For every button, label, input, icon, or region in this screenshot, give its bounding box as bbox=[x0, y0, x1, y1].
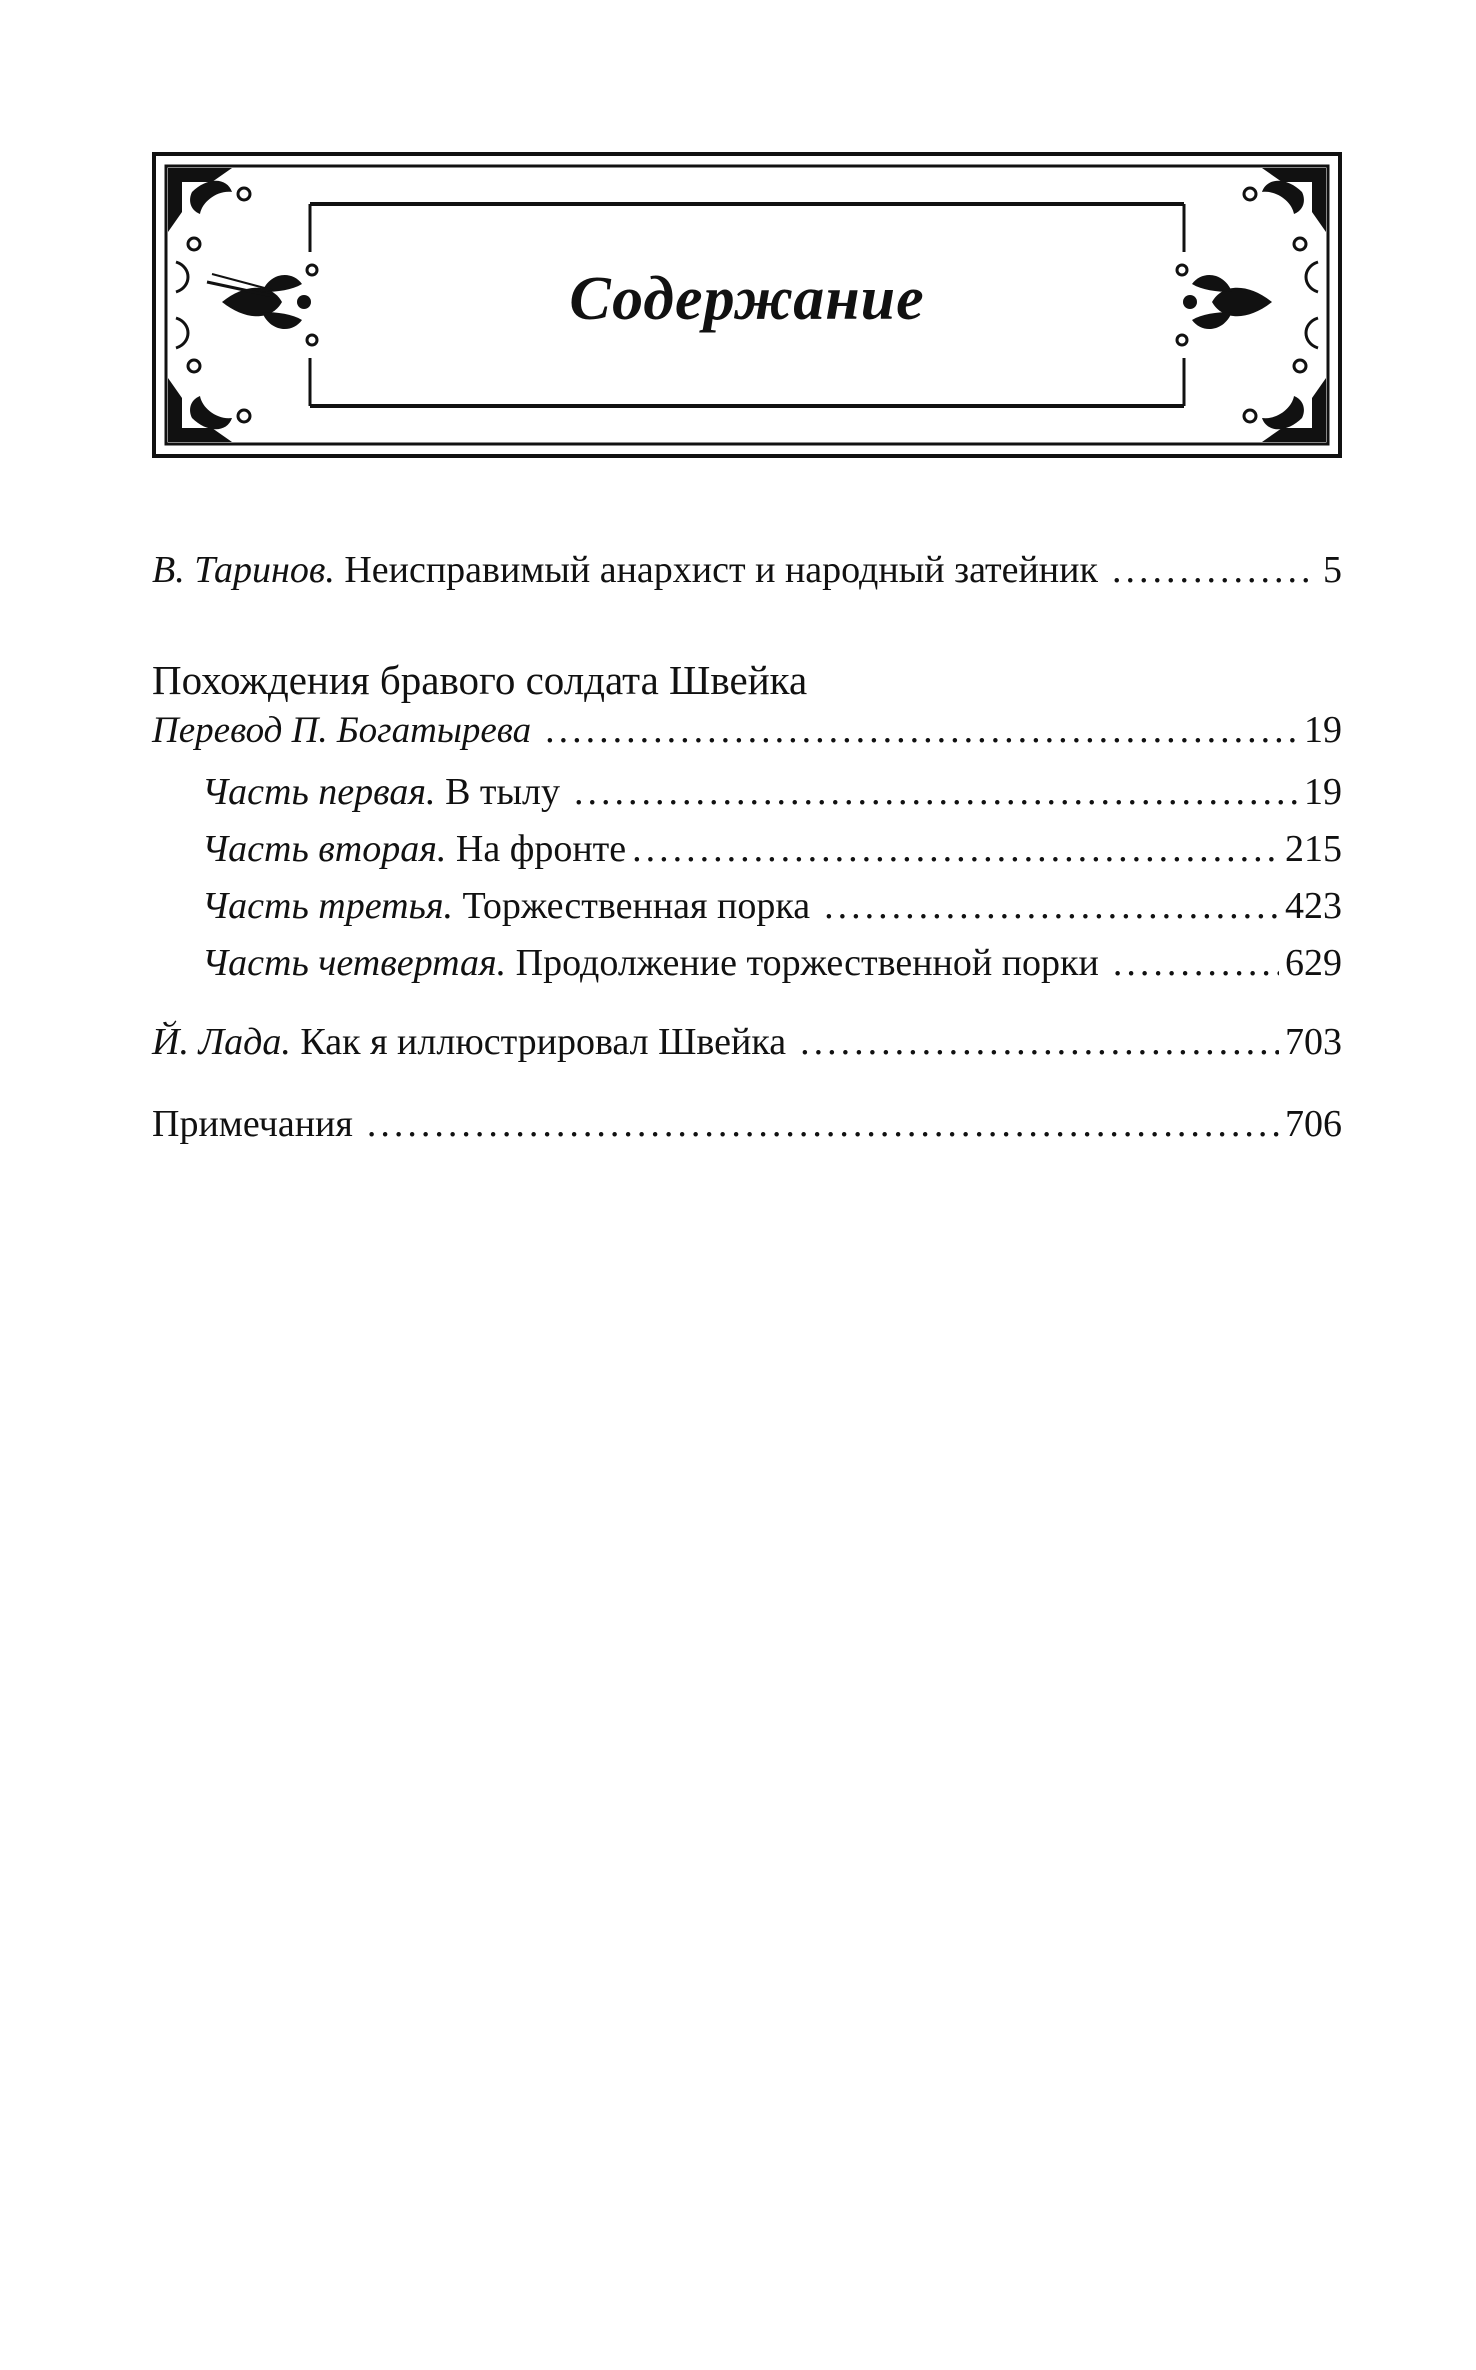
toc-entry-part-1[interactable] bbox=[152, 770, 1342, 827]
toc-entry-part-4[interactable] bbox=[152, 941, 1342, 998]
work-title: Похождения бравого солдата Швейка bbox=[152, 657, 808, 703]
toc-entry-title: Продолжение торжественной порки bbox=[515, 942, 1099, 984]
toc-entry-title: Примечания bbox=[152, 1103, 353, 1145]
dot-leader bbox=[367, 1102, 1279, 1146]
toc-entry-notes[interactable] bbox=[152, 1102, 1342, 1162]
toc-entry-author: В. Таринов. bbox=[152, 549, 335, 591]
toc-entry-part-3[interactable] bbox=[152, 884, 1342, 941]
toc-entry-part-2[interactable] bbox=[152, 827, 1342, 884]
toc-entry-page: 19 bbox=[1304, 771, 1342, 813]
header-ornament-frame bbox=[152, 152, 1342, 458]
toc-entry-page: 703 bbox=[1285, 1021, 1342, 1063]
toc-entry-part-label: Часть вторая. bbox=[202, 828, 447, 870]
dot-leader bbox=[632, 827, 1279, 871]
dot-leader bbox=[545, 708, 1298, 752]
page-title: Содержание bbox=[569, 265, 925, 333]
toc-entry-lada[interactable] bbox=[152, 1020, 1342, 1100]
toc-entry-page: 5 bbox=[1323, 549, 1342, 591]
toc-entry-page: 423 bbox=[1285, 885, 1342, 927]
toc-entry-part-label: Часть третья. bbox=[202, 885, 453, 927]
corner-fleuron-icon bbox=[168, 168, 250, 250]
table-of-contents bbox=[152, 548, 1342, 1162]
toc-entry-translation[interactable] bbox=[152, 708, 1342, 770]
toc-entry-title: Как я иллюстрировал Швейка bbox=[300, 1021, 787, 1063]
toc-entry-title: В тылу bbox=[445, 771, 561, 813]
dot-leader bbox=[1113, 941, 1279, 985]
dot-leader bbox=[824, 884, 1279, 928]
toc-entry-page: 19 bbox=[1304, 709, 1342, 751]
toc-entry-part-label: Часть четвертая. bbox=[202, 942, 507, 984]
dot-leader bbox=[800, 1020, 1279, 1064]
dot-leader bbox=[1112, 548, 1317, 592]
toc-entry-title: Торжественная порка bbox=[462, 885, 811, 927]
dot-leader bbox=[574, 770, 1298, 814]
toc-entry-intro[interactable] bbox=[152, 548, 1342, 606]
toc-entry-page: 629 bbox=[1285, 942, 1342, 984]
toc-entry-page: 706 bbox=[1285, 1103, 1342, 1145]
toc-entry-title: На фронте bbox=[455, 828, 627, 870]
toc-entry-title: Неисправимый анархист и народный затейник bbox=[344, 549, 1098, 591]
toc-entry-author: Й. Лада. bbox=[152, 1021, 291, 1063]
toc-entry-page: 215 bbox=[1285, 828, 1342, 870]
toc-entry-translator: Перевод П. Богатырева bbox=[152, 710, 532, 751]
toc-entry-part-label: Часть первая. bbox=[202, 771, 436, 813]
